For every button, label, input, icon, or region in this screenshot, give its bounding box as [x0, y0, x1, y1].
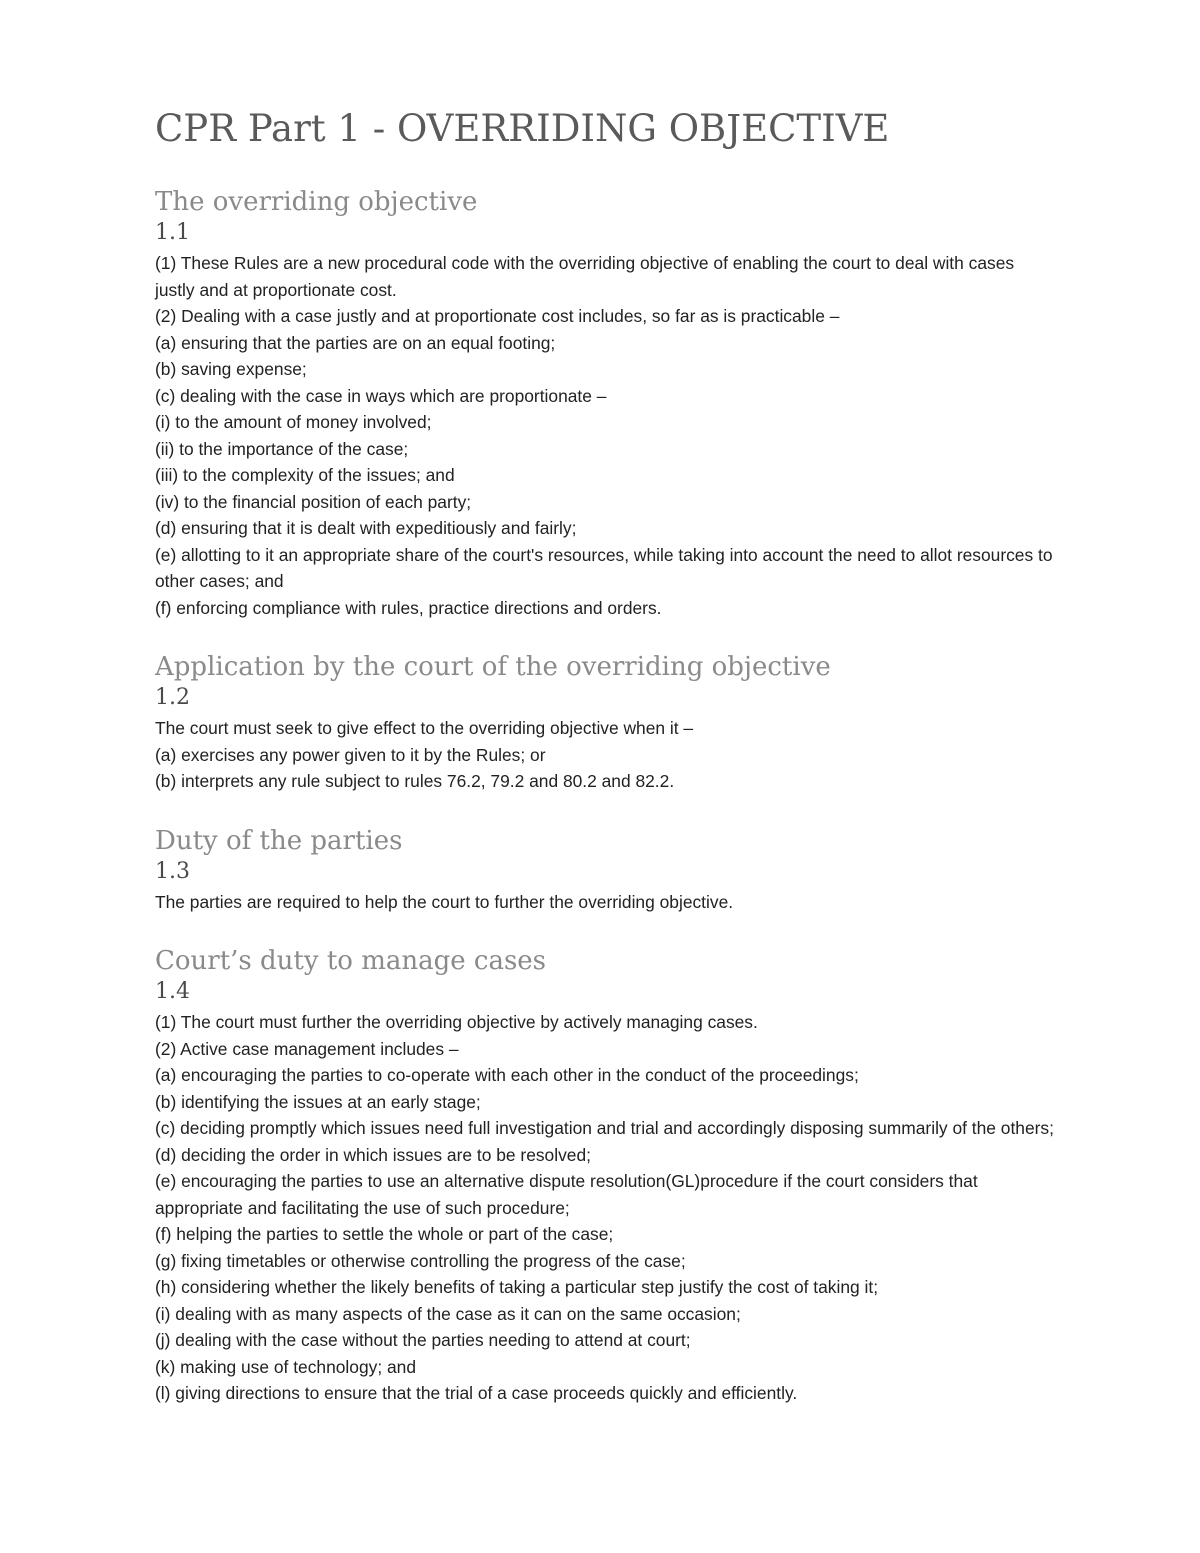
- rule-number: 1.4: [155, 979, 190, 1004]
- paragraph: (h) considering whether the likely benefits of taking a particular step justify the cost of taking it;: [155, 1277, 879, 1297]
- section-heading: Application by the court of the overriding objective: [155, 652, 831, 682]
- paragraph: (l) giving directions to ensure that the trial of a case proceeds quickly and efficiently.: [155, 1383, 798, 1403]
- paragraph: (i) to the amount of money involved;: [155, 412, 432, 432]
- paragraph: (e) allotting to it an appropriate share of the court's resources, while taking into account the need to allot resources to other cases; and: [155, 544, 1053, 591]
- paragraph: (j) dealing with the case without the parties needing to attend at court;: [155, 1330, 691, 1350]
- paragraph-list: [155, 889, 1055, 916]
- document-content: [155, 106, 1055, 1437]
- paragraph: The court must seek to give effect to the overriding objective when it –: [155, 718, 694, 738]
- paragraph: (2) Active case management includes –: [155, 1038, 459, 1059]
- paragraph: (a) ensuring that the parties are on an equal footing;: [155, 332, 556, 353]
- paragraph: (2) Dealing with a case justly and at proportionate cost includes, so far as is practicable –: [155, 306, 840, 326]
- paragraph: (1) The court must further the overriding objective by actively managing cases.: [155, 1012, 758, 1032]
- paragraph-list: [155, 1009, 1055, 1407]
- paragraph-list: [155, 715, 1055, 795]
- section-overriding-objective: [155, 186, 1055, 621]
- paragraph: (d) deciding the order in which issues are to be resolved;: [155, 1144, 591, 1165]
- paragraph-list: [155, 250, 1055, 621]
- paragraph: (c) dealing with the case in ways which are proportionate –: [155, 385, 607, 406]
- rule-number: 1.3: [155, 858, 190, 884]
- section-duty-of-parties: [155, 825, 1055, 916]
- section-heading: Court’s duty to manage cases: [155, 946, 547, 976]
- paragraph: (b) saving expense;: [155, 359, 307, 379]
- paragraph: (f) enforcing compliance with rules, practice directions and orders.: [155, 597, 662, 618]
- paragraph: (i) dealing with as many aspects of the case as it can on the same occasion;: [155, 1303, 741, 1324]
- paragraph: (iii) to the complexity of the issues; and: [155, 465, 455, 485]
- paragraph: (d) ensuring that it is dealt with expeditiously and fairly;: [155, 518, 577, 538]
- paragraph: (b) identifying the issues at an early stage;: [155, 1091, 481, 1112]
- paragraph: (a) exercises any power given to it by the Rules; or: [155, 744, 546, 765]
- paragraph: (g) fixing timetables or otherwise controlling the progress of the case;: [155, 1250, 686, 1271]
- section-court-duty-manage-cases: [155, 945, 1055, 1407]
- rule-number: 1.1: [155, 220, 190, 245]
- paragraph: (c) deciding promptly which issues need full investigation and trial and accordingly disposing summarily of the others;: [155, 1118, 1054, 1138]
- paragraph: (ii) to the importance of the case;: [155, 438, 409, 459]
- section-heading: The overriding objective: [155, 187, 478, 217]
- paragraph: (1) These Rules are a new procedural code with the overriding objective of enabling the court to deal with cases justly and at proportionate cost.: [155, 253, 1015, 300]
- section-application-by-court: [155, 651, 1055, 795]
- paragraph: The parties are required to help the court to further the overriding objective.: [155, 891, 734, 912]
- document-title: CPR Part 1 - OVERRIDING OBJECTIVE: [155, 107, 890, 150]
- rule-number: 1.2: [155, 685, 190, 710]
- paragraph: (k) making use of technology; and: [155, 1356, 417, 1377]
- paragraph: (f) helping the parties to settle the whole or part of the case;: [155, 1224, 614, 1244]
- paragraph: (e) encouraging the parties to use an alternative dispute resolution(GL)procedure if the court considers that appropriate and facilitating the use of such procedure;: [155, 1171, 978, 1218]
- paragraph: (a) encouraging the parties to co-operate with each other in the conduct of the proceedings;: [155, 1065, 859, 1085]
- section-heading: Duty of the parties: [155, 825, 403, 856]
- paragraph: (b) interprets any rule subject to rules 76.2, 79.2 and 80.2 and 82.2.: [155, 771, 675, 791]
- paragraph: (iv) to the financial position of each party;: [155, 491, 472, 512]
